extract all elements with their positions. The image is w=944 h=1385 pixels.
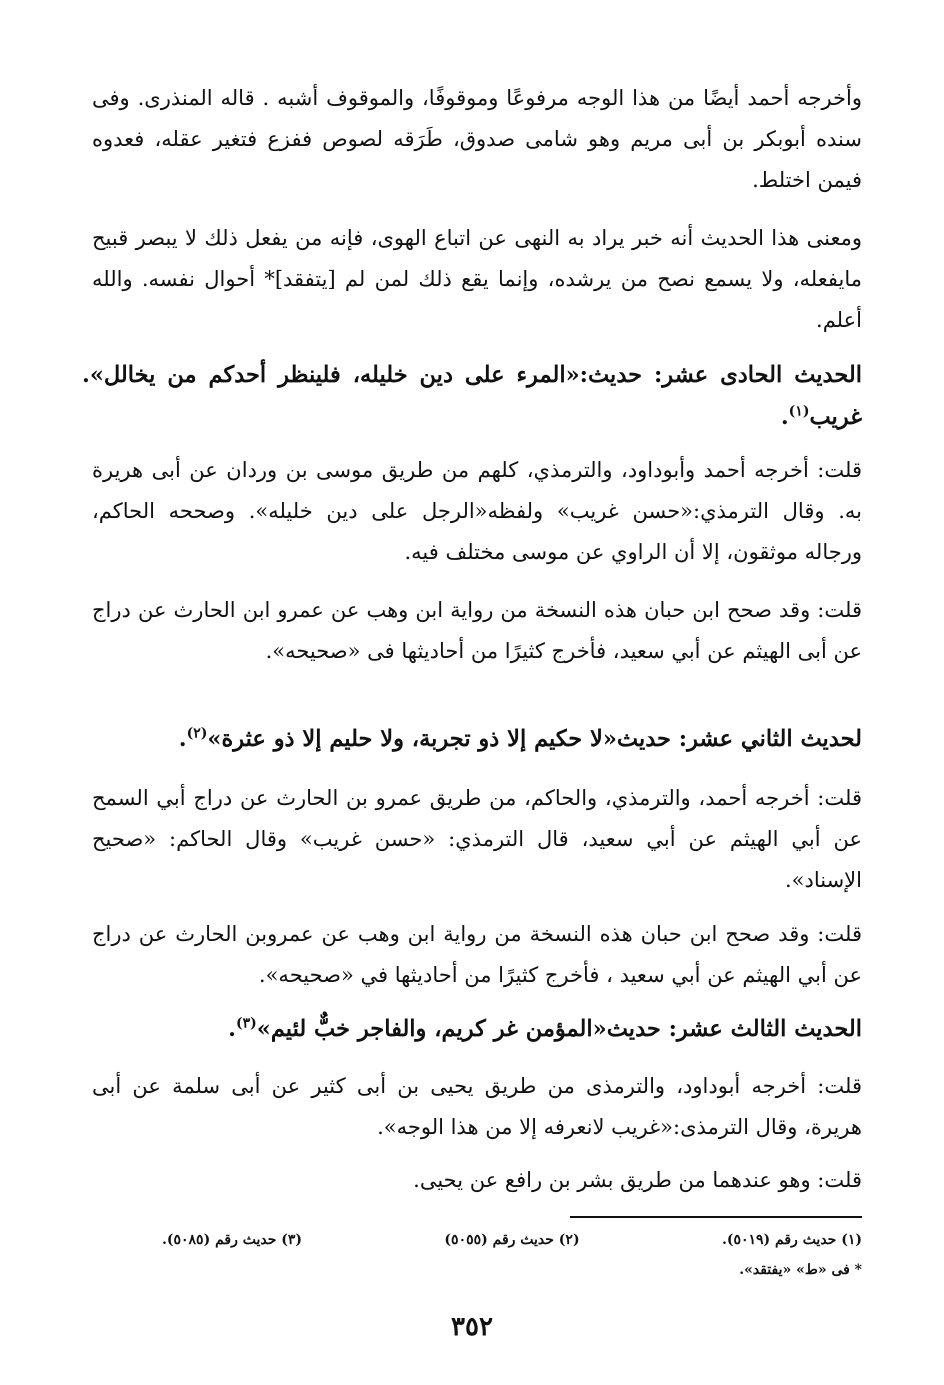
footnote-ref-2: (٢) xyxy=(186,725,208,742)
paragraph-1 xyxy=(92,78,862,201)
hadith-12-heading-text: لحديث الثاني عشر: حديث«لا حكيم إلا ذو تجربة، ولا حليم إلا ذو عثرة» xyxy=(207,726,862,752)
footnote-ref-1: (١) xyxy=(788,403,810,420)
paragraph-7-text: قلت: أخرجه أبوداود، والترمذى من طريق يحيى بن أبى كثير عن أبى سلمة عن أبى هريرة، وقال الترمذى:«غريب لانعرفه إلا من هذا الوجه». xyxy=(92,1074,862,1139)
paragraph-2 xyxy=(92,218,862,341)
hadith-11-heading-text: الحديث الحادى عشر: حديث:«المرء على دين خليله، فلينظر أحدكم من يخالل». غريب xyxy=(82,362,862,430)
hadith-11-heading xyxy=(82,354,862,438)
paragraph-1-text: وأخرجه أحمد أيضًا من هذا الوجه مرفوعًا وموقوفًا، والموقوف أشبه . قاله المنذرى. وفى سنده أبوبكر بن أبى مريم وهو شامى صدوق، طَرَقه لصوص ففزع فتغير عقله، فعدوه فيمن اختلط. xyxy=(92,86,862,192)
footnote-ref-3: (٣) xyxy=(235,1015,257,1032)
paragraph-4 xyxy=(92,590,862,672)
hadith-12-heading-end: . xyxy=(178,726,187,752)
footnote-3: (٣) حديث رقم (٥٠٨٥). xyxy=(162,1232,303,1248)
page-number: ٣٥٢ xyxy=(451,1312,493,1342)
footnote-2: (٢) حديث رقم (٥٠٥٥) xyxy=(444,1232,580,1248)
footnote-1: (١) حديث رقم (٥٠١٩). xyxy=(721,1232,862,1248)
paragraph-2-text: ومعنى هذا الحديث أنه خبر يراد به النهى عن اتباع الهوى، فإنه من يفعل ذلك لا يبصر قبيح مايفعله، ولا يسمع نصح من يرشده، وإنما يقع ذلك لمن لم [يتفقد]* أحوال نفسه. والله أعلم. xyxy=(92,226,862,332)
hadith-13-heading xyxy=(82,1008,862,1050)
footnote-divider xyxy=(570,1216,862,1218)
footnote-row xyxy=(162,1226,862,1254)
paragraph-5 xyxy=(92,778,862,901)
hadith-11-heading-end: . xyxy=(780,404,789,430)
paragraph-8-text: قلت: وهو عندهما من طريق بشر بن رافع عن يحيى. xyxy=(413,1168,862,1192)
footnotes xyxy=(120,1226,862,1284)
paragraph-6-text: قلت: وقد صحح ابن حبان هذه النسخة من رواية ابن وهب عن عمروبن الحارث عن دراج عن أبي الهيثم عن أبي سعيد ، فأخرج كثيرًا من أحاديثها في «صحيحه». xyxy=(92,922,862,987)
paragraph-4-text: قلت: وقد صحح ابن حبان هذه النسخة من رواية ابن وهب عن عمرو ابن الحارث عن دراج عن أبى الهيثم عن أبي سعيد، فأخرج كثيرًا من أحاديثها فى «صحيحه». xyxy=(92,598,862,663)
paragraph-8 xyxy=(92,1160,862,1201)
paragraph-6 xyxy=(92,914,862,996)
hadith-13-heading-text: الحديث الثالث عشر: حديث«المؤمن غر كريم، والفاجر خبٌّ لئيم» xyxy=(256,1016,862,1042)
footnote-asterisk-note: * فى «ط» «يفتقد». xyxy=(739,1262,862,1278)
paragraph-7 xyxy=(92,1066,862,1148)
hadith-13-heading-end: . xyxy=(228,1016,236,1042)
hadith-12-heading xyxy=(82,718,862,760)
paragraph-5-text: قلت: أخرجه أحمد، والترمذي، والحاكم، من طريق عمرو بن الحارث عن دراج أبي السمح عن أبي الهيثم عن أبي سعيد، قال الترمذي: «حسن غريب» وقال الحاكم: «صحيح الإسناد». xyxy=(92,786,862,892)
paragraph-3-text: قلت: أخرجه أحمد وأبوداود، والترمذي، كلهم من طريق موسى بن وردان عن أبى هريرة به. وقال الترمذي:«حسن غريب» ولفظه«الرجل على دين خليله». وصححه الحاكم، ورجاله موثقون، إلا أن الراوي عن موسى مختلف فيه. xyxy=(92,458,862,564)
paragraph-3 xyxy=(92,450,862,573)
